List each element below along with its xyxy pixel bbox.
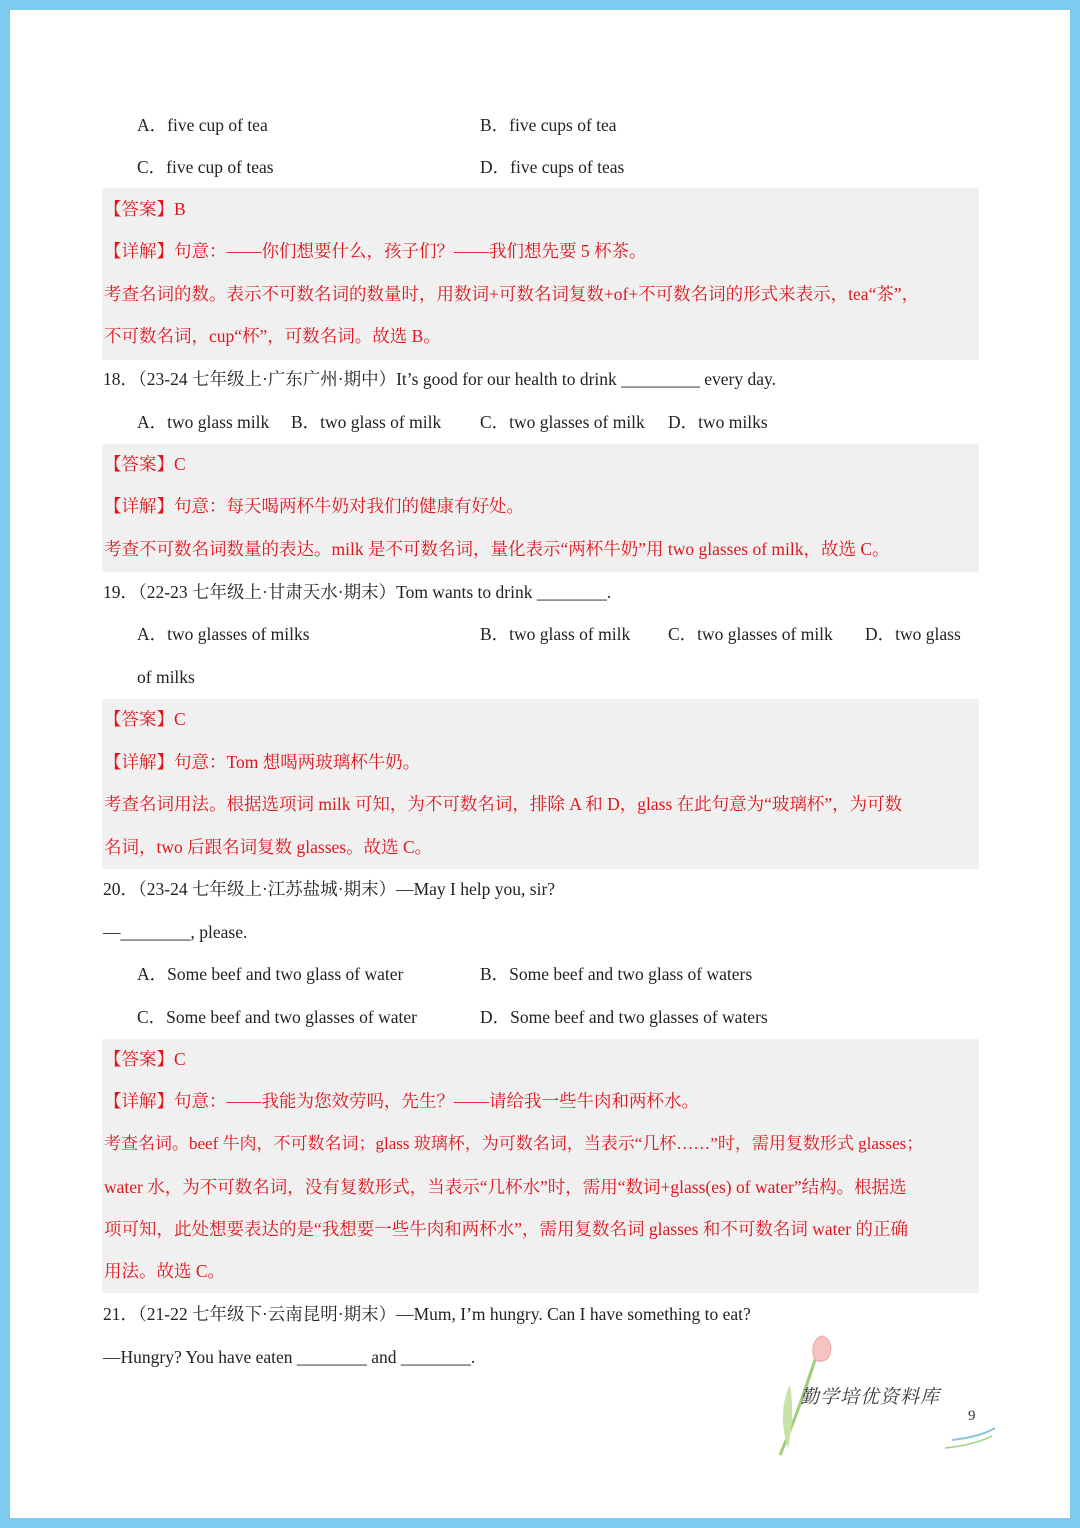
page-number: 9 xyxy=(968,1408,976,1424)
q17-option-a: A．five cup of tea xyxy=(137,115,268,135)
document-page xyxy=(10,10,1070,1518)
q20-option-b: B．Some beef and two glass of waters xyxy=(480,964,753,984)
q17-option-d: D．five cups of teas xyxy=(480,157,625,177)
q20-detail-1: 【详解】句意：——我能为您效劳吗，先生？——请给我一些牛肉和两杯水。 xyxy=(104,1091,699,1111)
brand-logo xyxy=(770,1330,1000,1460)
logo-text: 勤学培优资料库 xyxy=(800,1386,941,1408)
q19-option-d: D．two glass xyxy=(865,624,961,644)
q17-option-b: B．five cups of tea xyxy=(480,115,617,135)
q19-answer: 【答案】C xyxy=(104,709,186,729)
q19-option-c: C．two glasses of milk xyxy=(668,624,833,644)
q20-stem-2: —________, please. xyxy=(103,922,248,942)
q20-detail-3: water 水，为不可数名词，没有复数形式，当表示“几杯水”时，需用“数词+glass(es) of water”结构。根据选 xyxy=(104,1177,907,1197)
q20-option-a: A．Some beef and two glass of water xyxy=(137,964,404,984)
q18-answer: 【答案】C xyxy=(104,454,186,474)
q17-detail-2: 考查名词的数。表示不可数名词的数量时，用数词+可数名词复数+of+不可数名词的形式来表示，tea“茶”， xyxy=(104,284,920,304)
q18-option-c: C．two glasses of milk xyxy=(480,412,645,432)
q18-option-a: A．two glass milk xyxy=(137,412,270,432)
q21-stem-2: —Hungry? You have eaten ________ and ________. xyxy=(103,1347,476,1367)
q17-answer: 【答案】B xyxy=(104,199,186,219)
q18-stem: 18．（23-24 七年级上·广东广州·期中）It’s good for our health to drink _________ every day. xyxy=(103,369,777,389)
q19-option-b: B．two glass of milk xyxy=(480,624,631,644)
q19-detail-3: 名词，two 后跟名词复数 glasses。故选 C。 xyxy=(104,837,433,857)
q18-option-d: D．two milks xyxy=(668,412,768,432)
q20-option-d: D．Some beef and two glasses of waters xyxy=(480,1007,768,1027)
q17-detail-1: 【详解】句意：——你们想要什么，孩子们？——我们想先要 5 杯茶。 xyxy=(104,241,647,261)
q17-option-c: C．five cup of teas xyxy=(137,157,274,177)
q18-option-b: B．two glass of milk xyxy=(291,412,442,432)
q17-detail-3: 不可数名词，cup“杯”，可数名词。故选 B。 xyxy=(104,326,441,346)
q19-detail-1: 【详解】句意：Tom 想喝两玻璃杯牛奶。 xyxy=(104,752,421,772)
q20-detail-4: 项可知，此处想要表达的是“我想要一些牛肉和两杯水”，需用复数名词 glasses 和不可数名词 water 的正确 xyxy=(104,1219,908,1239)
q20-option-c: C．Some beef and two glasses of water xyxy=(137,1007,417,1027)
q19-option-d-continued: of milks xyxy=(137,667,195,687)
q18-detail-1: 【详解】句意：每天喝两杯牛奶对我们的健康有好处。 xyxy=(104,496,524,516)
q19-detail-2: 考查名词用法。根据选项词 milk 可知，为不可数名词，排除 A 和 D，glass 在此句意为“玻璃杯”，为可数 xyxy=(104,794,903,814)
q21-stem: 21．（21-22 七年级下·云南昆明·期末）—Mum, I’m hungry. Can I have something to eat? xyxy=(103,1304,751,1324)
q19-option-a: A．two glasses of milks xyxy=(137,624,310,644)
q20-answer: 【答案】C xyxy=(104,1049,186,1069)
q20-detail-5: 用法。故选 C。 xyxy=(104,1261,226,1281)
q18-detail-2: 考查不可数名词数量的表达。milk 是不可数名词，量化表示“两杯牛奶”用 two glasses of milk，故选 C。 xyxy=(104,539,890,559)
q19-stem: 19．（22-23 七年级上·甘肃天水·期末）Tom wants to drink ________. xyxy=(103,582,612,602)
q20-stem: 20．（23-24 七年级上·江苏盐城·期末）—May I help you, sir? xyxy=(103,879,556,899)
q20-detail-2: 考查名词。beef 牛肉，不可数名词；glass 玻璃杯，为可数名词，当表示“几杯……”时，需用复数形式 glasses； xyxy=(104,1134,924,1153)
